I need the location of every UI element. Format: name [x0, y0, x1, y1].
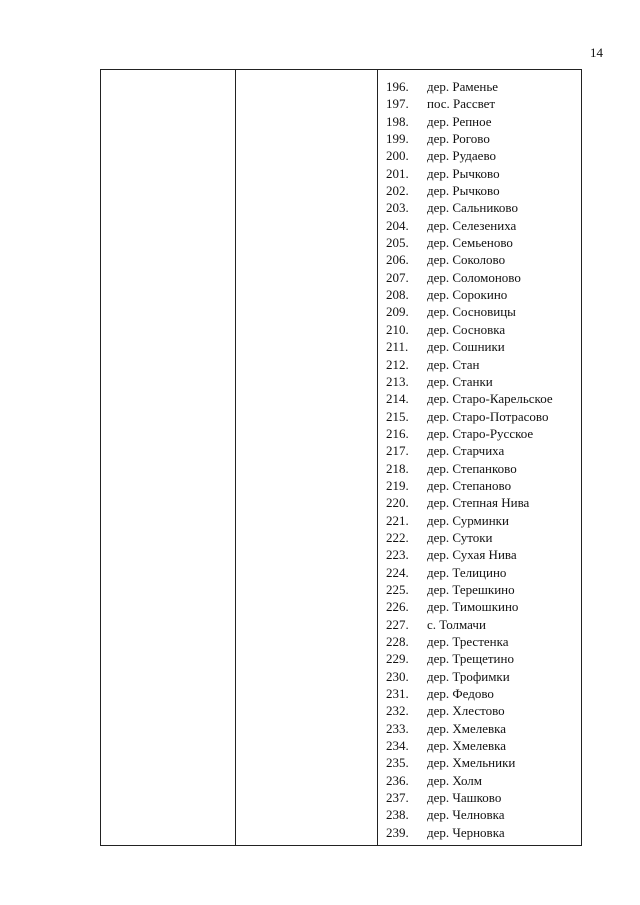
settlement-name: дер. Чашково — [427, 790, 502, 806]
settlement-name: с. Толмачи — [427, 616, 486, 632]
settlement-name: дер. Степанково — [427, 460, 517, 476]
settlement-name: дер. Рычково — [427, 183, 500, 199]
settlement-name: дер. Сошники — [427, 339, 505, 355]
entry-number: 200. — [386, 148, 409, 164]
list-item — [386, 460, 553, 477]
entry-number: 233. — [386, 720, 409, 736]
list-item — [386, 737, 553, 754]
entry-number: 238. — [386, 807, 409, 823]
entry-number: 211. — [386, 339, 409, 355]
column-divider-right — [377, 70, 378, 845]
entry-number: 227. — [386, 616, 409, 632]
list-item — [386, 529, 553, 546]
entry-number: 221. — [386, 512, 409, 528]
settlement-name: дер. Старчиха — [427, 443, 505, 459]
list-item — [386, 130, 553, 147]
entry-number: 198. — [386, 113, 409, 129]
settlement-name: дер. Хмелевка — [427, 738, 507, 754]
list-item — [386, 425, 553, 442]
entry-number: 237. — [386, 790, 409, 806]
entry-number: 235. — [386, 755, 409, 771]
settlement-name: дер. Терешкино — [427, 581, 515, 597]
list-item — [386, 633, 553, 650]
settlement-name: дер. Холм — [427, 772, 482, 788]
settlement-name: дер. Сухая Нива — [427, 547, 517, 563]
settlement-name: дер. Репное — [427, 113, 492, 129]
settlement-name: дер. Селезениха — [427, 217, 517, 233]
entry-number: 203. — [386, 200, 409, 216]
settlement-name: дер. Сутоки — [427, 529, 493, 545]
list-item — [386, 408, 553, 425]
entry-number: 224. — [386, 564, 409, 580]
entry-number: 236. — [386, 772, 409, 788]
list-item — [386, 234, 553, 251]
settlement-name: дер. Раменье — [427, 79, 499, 94]
entry-number: 220. — [386, 495, 409, 511]
settlement-name: дер. Сосновка — [427, 321, 506, 337]
entry-number: 201. — [386, 165, 409, 181]
settlement-name: дер. Сальниково — [427, 200, 518, 216]
list-item — [386, 95, 553, 112]
entry-number: 228. — [386, 634, 409, 649]
list-item — [386, 512, 553, 529]
settlement-name: дер. Трещетино — [427, 651, 514, 667]
list-item — [386, 113, 553, 130]
settlement-name: дер. Тимошкино — [427, 599, 519, 615]
list-item — [386, 564, 553, 581]
settlement-name: дер. Рогово — [427, 131, 490, 147]
entry-number: 208. — [386, 287, 409, 303]
list-item — [386, 269, 553, 286]
list-item — [386, 390, 553, 407]
settlement-name: дер. Старо-Карельское — [427, 391, 553, 407]
settlement-name: дер. Телицино — [427, 564, 507, 580]
settlement-name: дер. Семьеново — [427, 235, 513, 251]
entry-number: 204. — [386, 217, 409, 233]
settlement-name: дер. Старо-Потрасово — [427, 408, 549, 424]
settlement-name: дер. Станки — [427, 373, 493, 389]
list-item — [386, 182, 553, 199]
entry-number: 218. — [386, 460, 409, 476]
entry-number: 199. — [386, 131, 409, 147]
list-item — [386, 616, 553, 633]
settlement-name: дер. Соколово — [427, 252, 506, 268]
list-item — [386, 373, 553, 390]
list-item — [386, 442, 553, 459]
page-number: 14 — [590, 45, 603, 60]
entry-number: 196. — [386, 79, 409, 94]
settlement-name: дер. Хлестово — [427, 703, 505, 719]
list-item — [386, 720, 553, 737]
settlement-name: дер. Хмельники — [427, 755, 516, 771]
entry-number: 214. — [386, 391, 409, 407]
entry-number: 230. — [386, 668, 409, 684]
entry-number: 229. — [386, 651, 409, 667]
entry-number: 215. — [386, 408, 409, 424]
list-item — [386, 356, 553, 373]
entry-number: 222. — [386, 529, 409, 545]
entry-number: 216. — [386, 425, 409, 441]
entry-number: 225. — [386, 581, 409, 597]
entry-number: 226. — [386, 599, 409, 615]
entry-number: 234. — [386, 738, 409, 754]
settlement-name: дер. Рудаево — [427, 148, 496, 164]
list-item — [386, 199, 553, 216]
entry-number: 210. — [386, 321, 409, 337]
list-item — [386, 147, 553, 164]
column-divider-left — [235, 70, 236, 845]
list-item — [386, 668, 553, 685]
settlement-name: дер. Степная Нива — [427, 495, 530, 511]
list-item — [386, 165, 553, 182]
list-item — [386, 338, 553, 355]
settlement-name: дер. Черновка — [427, 824, 505, 840]
entry-number: 231. — [386, 686, 409, 702]
entry-number: 213. — [386, 373, 409, 389]
settlement-name: дер. Сорокино — [427, 287, 508, 303]
settlement-name: дер. Федово — [427, 686, 494, 702]
entry-number: 232. — [386, 703, 409, 719]
list-item — [386, 494, 553, 511]
list-item — [386, 754, 553, 771]
entry-number: 202. — [386, 183, 409, 199]
list-item — [386, 321, 553, 338]
entry-number: 205. — [386, 235, 409, 251]
list-item — [386, 650, 553, 667]
list-item — [386, 251, 553, 268]
list-item — [386, 286, 553, 303]
list-item — [386, 598, 553, 615]
entry-number: 197. — [386, 96, 409, 112]
list-item — [386, 78, 553, 95]
list-item — [386, 789, 553, 806]
list-item — [386, 477, 553, 494]
settlement-name: пос. Рассвет — [427, 96, 496, 112]
settlement-name: дер. Соломоново — [427, 269, 521, 285]
list-item — [386, 772, 553, 789]
list-item — [386, 303, 553, 320]
settlement-name: дер. Сосновицы — [427, 304, 516, 320]
list-item — [386, 581, 553, 598]
list-item — [386, 824, 553, 841]
entry-number: 223. — [386, 547, 409, 563]
list-item — [386, 685, 553, 702]
settlement-name: дер. Старо-Русское — [427, 425, 534, 441]
list-item — [386, 702, 553, 719]
settlement-name: дер. Трестенка — [427, 634, 509, 649]
settlement-list — [386, 78, 553, 841]
settlement-name: дер. Степаново — [427, 477, 512, 493]
entry-number: 212. — [386, 356, 409, 372]
entry-number: 217. — [386, 443, 409, 459]
settlement-name: дер. Рычково — [427, 165, 500, 181]
settlement-name: дер. Челновка — [427, 807, 505, 823]
settlement-name: дер. Хмелевка — [427, 720, 507, 736]
list-item — [386, 806, 553, 823]
entry-number: 207. — [386, 269, 409, 285]
entry-number: 209. — [386, 304, 409, 320]
settlement-name: дер. Стан — [427, 356, 480, 372]
entry-number: 206. — [386, 252, 409, 268]
entry-number: 239. — [386, 824, 409, 840]
settlement-name: дер. Трофимки — [427, 668, 510, 684]
entry-number: 219. — [386, 477, 409, 493]
list-item — [386, 217, 553, 234]
list-item — [386, 546, 553, 563]
settlement-name: дер. Сурминки — [427, 512, 509, 528]
